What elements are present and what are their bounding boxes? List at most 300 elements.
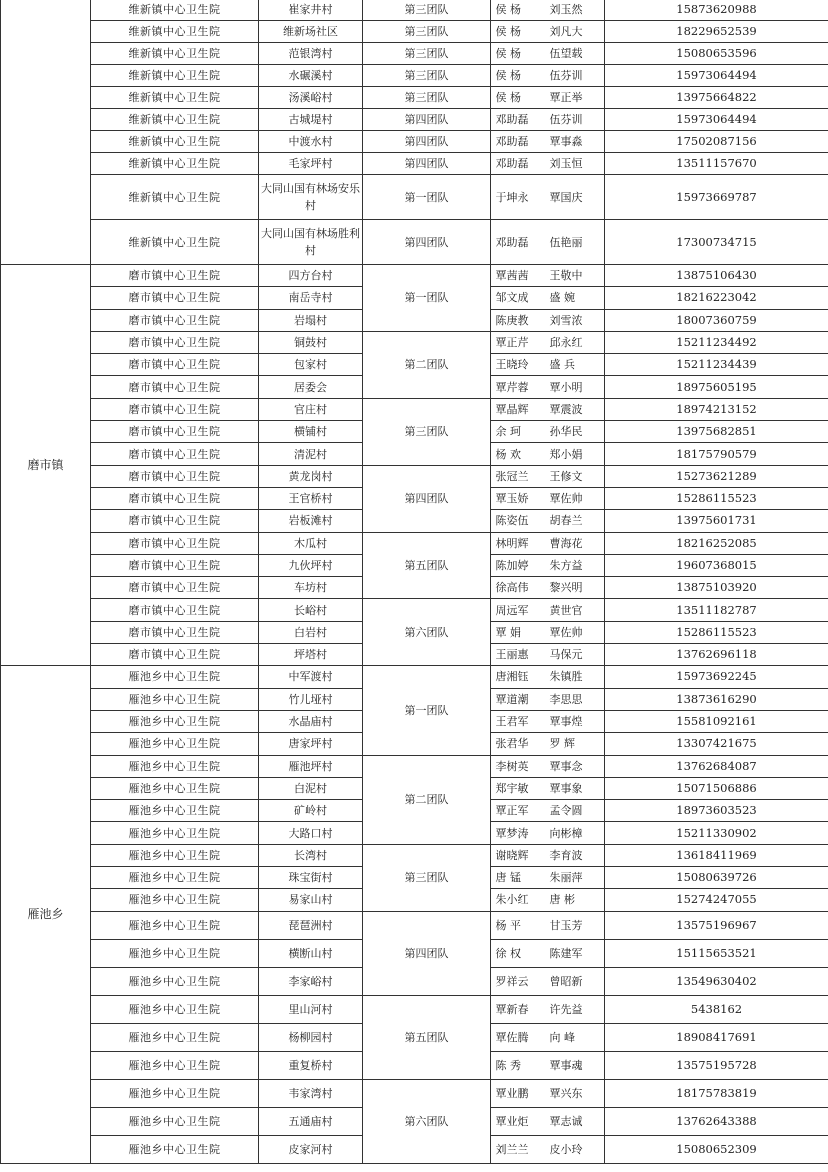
village-cell: 雁池坪村	[259, 755, 363, 777]
institution-cell: 维新镇中心卫生院	[91, 21, 259, 43]
doctors-cell	[491, 398, 605, 420]
doctor-name: 黎兴明	[549, 581, 583, 595]
team-cell: 第四团队	[363, 109, 491, 131]
village-cell: 杨柳园村	[259, 1023, 363, 1051]
town-cell: 磨市镇	[1, 265, 91, 666]
doctor-name: 陈建军	[549, 946, 583, 960]
town-cell	[1, 0, 91, 265]
village-cell: 铜鼓村	[259, 331, 363, 353]
table-row	[1, 87, 828, 109]
doctor-name: 覃志诚	[549, 1114, 583, 1128]
doctors-cell	[491, 577, 605, 599]
doctor-name: 朱丽萍	[549, 871, 583, 885]
institution-cell: 维新镇中心卫生院	[91, 109, 259, 131]
institution-cell: 维新镇中心卫生院	[91, 43, 259, 65]
institution-cell: 雁池乡中心卫生院	[91, 755, 259, 777]
phone-cell: 18216252085	[605, 532, 828, 554]
doctor-name: 陈加婷	[495, 559, 529, 572]
phone-cell: 18175790579	[605, 443, 828, 465]
phone-cell: 15286115523	[605, 621, 828, 643]
doctor-name: 唐 彬	[549, 893, 575, 907]
doctor-name: 刘玉恒	[549, 157, 583, 170]
table-row	[1, 532, 828, 554]
institution-cell: 雁池乡中心卫生院	[91, 967, 259, 995]
doctor-name: 覃事淼	[549, 135, 583, 148]
doctor-name: 伍艳丽	[549, 235, 583, 249]
doctor-name: 向彬樟	[549, 826, 583, 840]
doctor-name: 向 峰	[549, 1030, 575, 1044]
phone-cell: 13575196967	[605, 911, 828, 939]
phone-cell: 15581092161	[605, 710, 828, 732]
phone-cell: 13975601731	[605, 510, 828, 532]
doctors-cell	[491, 65, 605, 87]
doctors-cell	[491, 1135, 605, 1163]
doctor-name: 许先益	[549, 1002, 583, 1016]
institution-cell: 磨市镇中心卫生院	[91, 465, 259, 487]
doctors-cell	[491, 376, 605, 398]
doctor-name: 覃茜茜	[495, 269, 529, 283]
doctors-cell	[491, 867, 605, 889]
doctor-name: 盛 兵	[549, 358, 575, 372]
phone-cell: 15080653596	[605, 43, 828, 65]
doctors-cell	[491, 0, 605, 21]
table-row	[1, 1079, 828, 1107]
doctor-name: 王丽惠	[495, 648, 529, 662]
phone-cell: 18973603523	[605, 800, 828, 822]
institution-cell: 磨市镇中心卫生院	[91, 577, 259, 599]
doctor-name: 周远军	[495, 603, 529, 617]
institution-cell: 雁池乡中心卫生院	[91, 1079, 259, 1107]
doctor-name: 朱镇胜	[549, 670, 583, 684]
institution-cell: 维新镇中心卫生院	[91, 220, 259, 265]
doctor-name: 侯 杨	[495, 47, 521, 60]
village-cell: 中军渡村	[259, 666, 363, 688]
doctor-name: 覃事象	[549, 781, 583, 795]
institution-cell: 磨市镇中心卫生院	[91, 331, 259, 353]
doctor-name: 覃兴东	[549, 1086, 583, 1100]
doctor-name: 孙华民	[549, 425, 583, 439]
table-row	[1, 995, 828, 1023]
doctors-cell	[491, 889, 605, 911]
doctor-name: 邓助磊	[495, 113, 529, 126]
phone-cell: 13875106430	[605, 265, 828, 287]
doctor-name: 王敬中	[549, 269, 583, 283]
team-cell: 第四团队	[363, 131, 491, 153]
team-cell: 第三团队	[363, 65, 491, 87]
phone-cell: 15973064494	[605, 109, 828, 131]
doctor-name: 张冠兰	[495, 469, 529, 483]
team-cell: 第五团队	[363, 995, 491, 1079]
village-cell: 水碾溪村	[259, 65, 363, 87]
doctor-name: 曹海花	[549, 536, 583, 550]
doctors-cell	[491, 87, 605, 109]
doctor-name: 李树英	[495, 759, 529, 773]
doctor-name: 覃事魂	[549, 1058, 583, 1072]
doctor-name: 余 珂	[495, 425, 521, 439]
institution-cell: 维新镇中心卫生院	[91, 175, 259, 220]
doctors-cell	[491, 599, 605, 621]
doctor-name: 唐 锰	[495, 871, 521, 885]
team-cell: 第一团队	[363, 175, 491, 220]
doctors-cell	[491, 510, 605, 532]
institution-cell: 雁池乡中心卫生院	[91, 688, 259, 710]
village-cell: 易家山村	[259, 889, 363, 911]
team-cell: 第四团队	[363, 220, 491, 265]
doctor-name: 盛 婉	[549, 291, 575, 305]
phone-cell: 19607368015	[605, 554, 828, 576]
doctors-cell	[491, 1023, 605, 1051]
doctors-cell	[491, 532, 605, 554]
doctors-cell	[491, 733, 605, 755]
doctor-name: 王晓玲	[495, 358, 529, 372]
institution-cell: 雁池乡中心卫生院	[91, 733, 259, 755]
doctor-name: 覃梦涛	[495, 826, 529, 840]
table-row	[1, 109, 828, 131]
doctor-name: 覃道潮	[495, 692, 529, 706]
doctors-cell	[491, 822, 605, 844]
village-cell: 皮家河村	[259, 1135, 363, 1163]
phone-cell: 15211234492	[605, 331, 828, 353]
village-cell: 清泥村	[259, 443, 363, 465]
village-cell: 岩板滩村	[259, 510, 363, 532]
doctor-name: 曾昭新	[549, 974, 583, 988]
doctor-name: 朱方益	[549, 559, 583, 572]
doctor-name: 朱小红	[495, 893, 529, 907]
institution-cell: 磨市镇中心卫生院	[91, 287, 259, 309]
village-cell: 长湾村	[259, 844, 363, 866]
team-cell: 第三团队	[363, 21, 491, 43]
phone-cell: 15080639726	[605, 867, 828, 889]
phone-cell: 18908417691	[605, 1023, 828, 1051]
village-cell: 崔家井村	[259, 0, 363, 21]
team-cell: 第三团队	[363, 398, 491, 465]
phone-cell: 15873620988	[605, 0, 828, 21]
doctors-cell	[491, 43, 605, 65]
institution-cell: 雁池乡中心卫生院	[91, 1051, 259, 1079]
doctor-name: 陈姿伍	[495, 514, 529, 528]
table-row	[1, 21, 828, 43]
village-cell: 官庄村	[259, 398, 363, 420]
village-cell: 白岩村	[259, 621, 363, 643]
team-cell: 第六团队	[363, 1079, 491, 1163]
institution-cell: 磨市镇中心卫生院	[91, 487, 259, 509]
doctors-cell	[491, 1107, 605, 1135]
doctor-name: 皮小玲	[549, 1142, 583, 1156]
doctor-name: 覃事念	[549, 759, 583, 773]
doctors-cell	[491, 1079, 605, 1107]
team-cell: 第一团队	[363, 666, 491, 755]
doctor-name: 张君华	[495, 737, 529, 751]
village-cell: 五通庙村	[259, 1107, 363, 1135]
village-cell: 里山河村	[259, 995, 363, 1023]
doctors-cell	[491, 967, 605, 995]
institution-cell: 雁池乡中心卫生院	[91, 1135, 259, 1163]
phone-cell: 18216223042	[605, 287, 828, 309]
village-cell: 矿岭村	[259, 800, 363, 822]
doctor-name: 王修文	[549, 469, 583, 483]
phone-cell: 18229652539	[605, 21, 828, 43]
doctors-cell	[491, 109, 605, 131]
doctor-name: 覃新春	[495, 1002, 529, 1016]
doctor-name: 侯 杨	[495, 91, 521, 104]
doctors-cell	[491, 644, 605, 666]
doctor-name: 杨 欢	[495, 447, 521, 461]
table-row	[1, 131, 828, 153]
institution-cell: 维新镇中心卫生院	[91, 0, 259, 21]
doctor-name: 林明辉	[495, 536, 529, 550]
doctor-name: 罗祥云	[495, 974, 529, 988]
institution-cell: 维新镇中心卫生院	[91, 131, 259, 153]
doctor-name: 侯 杨	[495, 69, 521, 82]
doctor-name: 陈庚教	[495, 313, 529, 327]
institution-cell: 雁池乡中心卫生院	[91, 777, 259, 799]
doctors-cell	[491, 554, 605, 576]
doctor-name: 覃正芹	[495, 336, 529, 350]
team-cell: 第三团队	[363, 87, 491, 109]
doctors-cell	[491, 911, 605, 939]
doctors-cell	[491, 666, 605, 688]
doctors-cell	[491, 995, 605, 1023]
doctor-name: 覃业鹏	[495, 1086, 529, 1100]
village-cell: 大同山国有林场安乐村	[259, 175, 363, 220]
doctor-name: 覃小明	[549, 380, 583, 394]
doctors-cell	[491, 755, 605, 777]
institution-cell: 雁池乡中心卫生院	[91, 911, 259, 939]
doctors-cell	[491, 465, 605, 487]
doctor-name: 刘凡大	[549, 25, 583, 38]
institution-cell: 雁池乡中心卫生院	[91, 1107, 259, 1135]
table-row	[1, 153, 828, 175]
institution-cell: 磨市镇中心卫生院	[91, 376, 259, 398]
team-cell: 第三团队	[363, 43, 491, 65]
phone-cell: 15286115523	[605, 487, 828, 509]
phone-cell: 15973669787	[605, 175, 828, 220]
doctor-name: 王君军	[495, 715, 529, 729]
phone-cell: 18175783819	[605, 1079, 828, 1107]
team-cell: 第六团队	[363, 599, 491, 666]
phone-cell: 13511182787	[605, 599, 828, 621]
phone-cell: 18975605195	[605, 376, 828, 398]
institution-cell: 雁池乡中心卫生院	[91, 844, 259, 866]
village-cell: 维新场社区	[259, 21, 363, 43]
phone-cell: 13875103920	[605, 577, 828, 599]
phone-cell: 13975664822	[605, 87, 828, 109]
phone-cell: 15080652309	[605, 1135, 828, 1163]
village-cell: 中渡水村	[259, 131, 363, 153]
doctors-cell	[491, 487, 605, 509]
doctors-cell	[491, 309, 605, 331]
doctors-cell	[491, 800, 605, 822]
phone-cell: 13975682851	[605, 421, 828, 443]
phone-cell: 13762643388	[605, 1107, 828, 1135]
village-cell: 李家峪村	[259, 967, 363, 995]
institution-cell: 磨市镇中心卫生院	[91, 510, 259, 532]
village-cell: 珠宝街村	[259, 867, 363, 889]
phone-cell: 13307421675	[605, 733, 828, 755]
table-row	[1, 666, 828, 688]
phone-cell: 15211234439	[605, 354, 828, 376]
doctors-cell	[491, 1051, 605, 1079]
institution-cell: 维新镇中心卫生院	[91, 153, 259, 175]
doctor-name: 覃佐帅	[549, 625, 583, 639]
doctor-name: 于坤永	[495, 190, 529, 204]
doctors-cell	[491, 710, 605, 732]
phone-cell: 15973064494	[605, 65, 828, 87]
institution-cell: 雁池乡中心卫生院	[91, 800, 259, 822]
doctor-name: 刘雪浓	[549, 313, 583, 327]
team-cell: 第四团队	[363, 911, 491, 995]
institution-cell: 磨市镇中心卫生院	[91, 443, 259, 465]
doctors-cell	[491, 21, 605, 43]
phone-cell: 13762696118	[605, 644, 828, 666]
phone-cell: 13873616290	[605, 688, 828, 710]
doctor-name: 刘兰兰	[495, 1142, 529, 1156]
doctors-cell	[491, 621, 605, 643]
village-cell: 古城堤村	[259, 109, 363, 131]
institution-cell: 雁池乡中心卫生院	[91, 710, 259, 732]
institution-cell: 维新镇中心卫生院	[91, 87, 259, 109]
team-cell: 第二团队	[363, 331, 491, 398]
phone-cell: 13549630402	[605, 967, 828, 995]
institution-cell: 雁池乡中心卫生院	[91, 822, 259, 844]
phone-cell: 17502087156	[605, 131, 828, 153]
doctor-name: 唐湘钰	[495, 670, 529, 684]
doctors-cell	[491, 287, 605, 309]
doctors-cell	[491, 939, 605, 967]
doctor-name: 邹文成	[495, 291, 529, 305]
team-cell: 第一团队	[363, 265, 491, 332]
phone-cell: 15274247055	[605, 889, 828, 911]
phone-cell: 15211330902	[605, 822, 828, 844]
institution-cell: 磨市镇中心卫生院	[91, 554, 259, 576]
doctors-cell	[491, 688, 605, 710]
village-cell: 坪塔村	[259, 644, 363, 666]
village-cell: 横铺村	[259, 421, 363, 443]
institution-cell: 磨市镇中心卫生院	[91, 421, 259, 443]
village-cell: 包家村	[259, 354, 363, 376]
team-cell: 第四团队	[363, 153, 491, 175]
village-cell: 琵琶洲村	[259, 911, 363, 939]
doctor-name: 侯 杨	[495, 25, 521, 38]
phone-cell: 13511157670	[605, 153, 828, 175]
phone-cell: 17300734715	[605, 220, 828, 265]
doctor-name: 甘玉芳	[549, 918, 583, 932]
institution-cell: 磨市镇中心卫生院	[91, 621, 259, 643]
phone-cell: 15273621289	[605, 465, 828, 487]
village-cell: 长峪村	[259, 599, 363, 621]
doctor-name: 罗 辉	[549, 737, 575, 751]
doctor-name: 覃国庆	[549, 190, 583, 204]
team-cell: 第五团队	[363, 532, 491, 599]
institution-cell: 雁池乡中心卫生院	[91, 867, 259, 889]
table-row	[1, 65, 828, 87]
table-row	[1, 844, 828, 866]
village-cell: 九伙坪村	[259, 554, 363, 576]
village-cell: 木瓜村	[259, 532, 363, 554]
institution-cell: 雁池乡中心卫生院	[91, 995, 259, 1023]
doctor-name: 覃事煌	[549, 715, 583, 729]
doctor-name: 邓助磊	[495, 235, 529, 249]
table-row	[1, 220, 828, 265]
village-cell: 韦家湾村	[259, 1079, 363, 1107]
table-row	[1, 755, 828, 777]
doctor-name: 胡春兰	[549, 514, 583, 528]
table-row	[1, 398, 828, 420]
phone-cell: 15115653521	[605, 939, 828, 967]
doctor-name: 谢晓辉	[495, 848, 529, 862]
village-cell: 大同山国有林场胜利村	[259, 220, 363, 265]
village-cell: 大路口村	[259, 822, 363, 844]
doctor-name: 郑宇敏	[495, 781, 529, 795]
doctor-name: 郑小娟	[549, 447, 583, 461]
doctor-name: 伍望载	[549, 47, 583, 60]
doctors-cell	[491, 153, 605, 175]
doctor-name: 徐高伟	[495, 581, 529, 595]
table-row	[1, 465, 828, 487]
doctor-name: 孟令圆	[549, 804, 583, 818]
village-cell: 王官桥村	[259, 487, 363, 509]
institution-cell: 磨市镇中心卫生院	[91, 398, 259, 420]
village-cell: 四方台村	[259, 265, 363, 287]
doctors-cell	[491, 220, 605, 265]
village-cell: 重复桥村	[259, 1051, 363, 1079]
doctor-name: 伍芬训	[549, 113, 583, 126]
institution-cell: 雁池乡中心卫生院	[91, 1023, 259, 1051]
doctor-name: 覃佐帅	[549, 492, 583, 506]
table-row	[1, 331, 828, 353]
village-cell: 唐家坪村	[259, 733, 363, 755]
doctor-name: 刘玉然	[549, 3, 583, 16]
doctors-cell	[491, 421, 605, 443]
doctor-name: 覃晶辉	[495, 402, 529, 416]
team-cell: 第三团队	[363, 844, 491, 911]
phone-cell: 13575195728	[605, 1051, 828, 1079]
village-cell: 横断山村	[259, 939, 363, 967]
phone-cell: 13618411969	[605, 844, 828, 866]
doctor-name: 邓助磊	[495, 135, 529, 148]
village-cell: 车坊村	[259, 577, 363, 599]
doctor-name: 覃 娟	[495, 625, 521, 639]
phone-cell: 5438162	[605, 995, 828, 1023]
doctor-name: 覃正军	[495, 804, 529, 818]
table-row	[1, 175, 828, 220]
table-row	[1, 43, 828, 65]
doctor-name: 邱永红	[549, 336, 583, 350]
doctor-name: 马保元	[549, 648, 583, 662]
doctor-name: 伍芬训	[549, 69, 583, 82]
phone-cell: 15071506886	[605, 777, 828, 799]
phone-cell: 13762684087	[605, 755, 828, 777]
institution-cell: 磨市镇中心卫生院	[91, 354, 259, 376]
team-cell: 第二团队	[363, 755, 491, 844]
institution-cell: 雁池乡中心卫生院	[91, 889, 259, 911]
institution-cell: 维新镇中心卫生院	[91, 65, 259, 87]
doctor-name: 覃震波	[549, 402, 583, 416]
village-cell: 白泥村	[259, 777, 363, 799]
phone-cell: 18974213152	[605, 398, 828, 420]
phone-cell: 15973692245	[605, 666, 828, 688]
doctor-name: 覃正举	[549, 91, 583, 104]
doctors-cell	[491, 131, 605, 153]
doctors-cell	[491, 265, 605, 287]
doctors-cell	[491, 844, 605, 866]
doctor-name: 邓助磊	[495, 157, 529, 170]
table-body	[1, 0, 828, 1163]
institution-cell: 雁池乡中心卫生院	[91, 666, 259, 688]
village-cell: 水晶庙村	[259, 710, 363, 732]
institution-cell: 磨市镇中心卫生院	[91, 599, 259, 621]
table-row	[1, 265, 828, 287]
